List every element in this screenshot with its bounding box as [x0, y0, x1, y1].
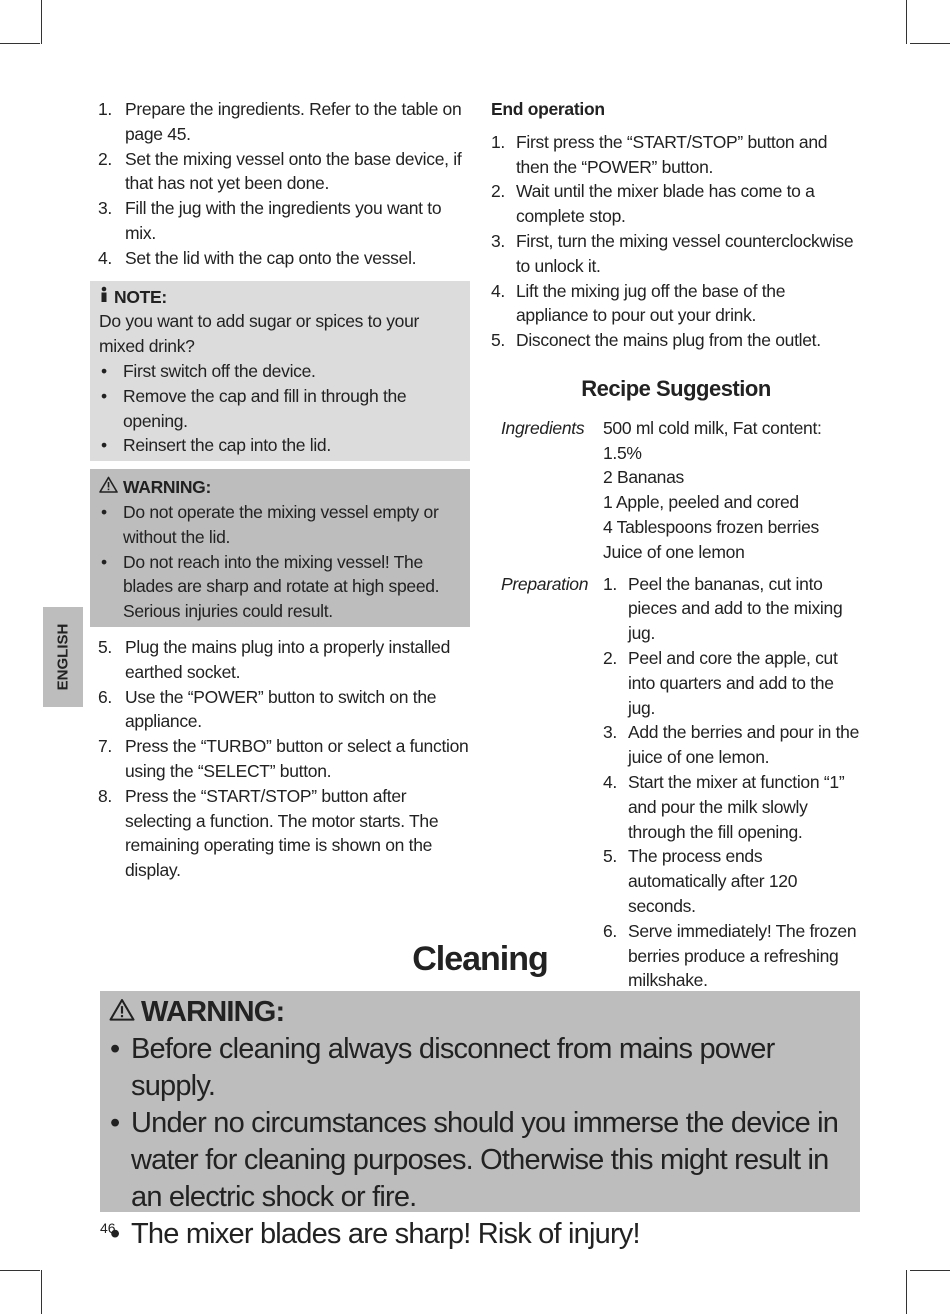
list-item: • Before cleaning always disconnect from mains power supply. [109, 1031, 852, 1105]
recipe-ingredients-row [491, 416, 861, 565]
list-item: 4. Lift the mixing jug off the base of the appliance to pour out your drink. [491, 280, 786, 326]
list-item: 1. Peel the bananas, cut into pieces and add to the mixing jug. [603, 573, 843, 644]
end-operation-steps [491, 130, 861, 353]
cleaning-warning-bullets [109, 1031, 852, 1253]
list-item: 8. Press the “START/STOP” button after selecting a function. The motor starts. The remaining operating time is shown on the display. [98, 785, 439, 881]
list-item: 1 Apple, peeled and cored [603, 492, 799, 513]
list-item: 2. Peel and core the apple, cut into quarters and add to the jug. [603, 647, 838, 718]
language-tab [43, 607, 83, 707]
list-item: Juice of one lemon [603, 541, 745, 562]
note-title: NOTE: [114, 286, 167, 307]
crop-mark [41, 0, 42, 44]
note-box [90, 281, 470, 462]
list-item: • Under no circumstances should you immerse the device in water for cleaning purposes. Otherwise this might result in an electric shock or fire. [109, 1105, 852, 1216]
ingredients-list [603, 416, 861, 565]
list-item: 5. The process ends automatically after 120 seconds. [603, 846, 798, 916]
list-item: • The mixer blades are sharp! Risk of injury! [109, 1216, 852, 1253]
page-number: 46 [100, 1220, 116, 1236]
preparation-steps [603, 572, 861, 770]
list-item: 6. Serve immediately! The frozen berries produce a refreshing milkshake. [603, 920, 857, 991]
crop-mark [41, 1270, 42, 1314]
crop-mark [906, 0, 907, 44]
list-item: • Do not reach into the mixing vessel! The blades are sharp and rotate at high speed. Serious injuries could result. [99, 550, 460, 624]
list-item: 4 Tablespoons frozen berries [603, 516, 819, 537]
warning-triangle-icon [99, 475, 118, 500]
cleaning-warning-title: WARNING: [141, 996, 285, 1028]
warning-triangle-icon [109, 994, 135, 1031]
list-item: 5. Plug the mains plug into a properly installed earthed socket. [98, 636, 451, 682]
list-item: 2 Bananas [603, 467, 684, 488]
list-item: 3. Add the berries and pour in the juice of one lemon. [603, 722, 860, 768]
crop-mark [906, 1270, 907, 1314]
end-operation-heading: End operation [491, 99, 605, 119]
list-item: 4. Set the lid with the cap onto the vessel. [98, 247, 417, 268]
warning-title: WARNING: [123, 477, 212, 498]
operation-steps-list-continued [98, 635, 470, 883]
list-item: 3. First, turn the mixing vessel counterclockwise to unlock it. [491, 230, 854, 276]
recipe-preparation-row [491, 572, 861, 994]
right-column [491, 97, 861, 993]
preparation-label: Preparation [501, 573, 589, 594]
crop-mark [0, 43, 40, 44]
list-item: 5. Disconect the mains plug from the outlet. [491, 330, 821, 351]
list-item: 500 ml cold milk, Fat content: 1.5% [603, 417, 822, 463]
list-item: 3. Fill the jug with the ingredients you want to mix. [98, 198, 442, 243]
list-item: • First switch off the device. [99, 359, 460, 384]
list-item: 2. Set the mixing vessel onto the base device, if that has not yet been done. [98, 148, 462, 194]
ingredients-label: Ingredients [501, 417, 585, 438]
list-item: • Reinsert the cap into the lid. [99, 433, 460, 458]
list-item: 2. Wait until the mixer blade has come to a complete stop. [491, 181, 815, 227]
warning-bullets [99, 500, 460, 624]
operation-steps-list [98, 97, 470, 271]
list-item: 6. Use the “POWER” button to switch on the appliance. [98, 686, 437, 732]
note-bullets [99, 359, 460, 458]
list-item: 4. Start the mixer at function “1” and pour the milk slowly through the fill opening. [603, 771, 845, 842]
crop-mark [0, 1270, 40, 1271]
crop-mark [910, 1270, 950, 1271]
left-column [98, 97, 470, 883]
recipe-heading: Recipe Suggestion [581, 375, 771, 401]
cleaning-heading: Cleaning [412, 940, 548, 978]
list-item: • Do not operate the mixing vessel empty or without the lid. [99, 500, 460, 550]
warning-box [90, 469, 470, 627]
list-item: • Remove the cap and fill in through the opening. [99, 384, 460, 434]
language-tab-label: ENGLISH [54, 623, 72, 691]
info-icon [99, 285, 109, 310]
list-item: 7. Press the “TURBO” button or select a function using the “SELECT” button. [98, 736, 469, 781]
crop-mark [910, 43, 950, 44]
list-item: 1. First press the “START/STOP” button and then the “POWER” button. [491, 131, 828, 177]
note-intro: Do you want to add sugar or spices to your mixed drink? [99, 311, 420, 357]
list-item: 1. Prepare the ingredients. Refer to the table on page 45. [98, 99, 462, 144]
